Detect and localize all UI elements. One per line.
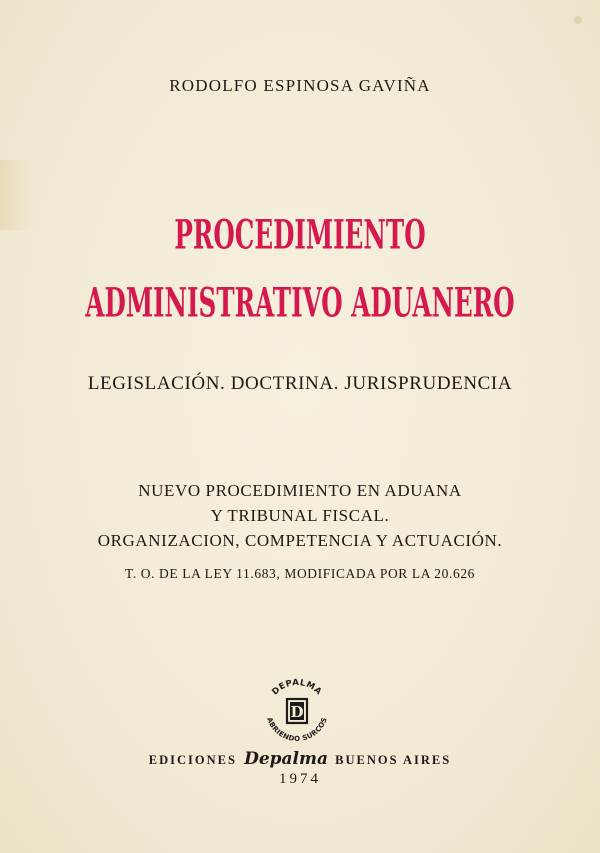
publisher-line bbox=[0, 749, 600, 769]
description-line-2: Y TRIBUNAL FISCAL. bbox=[210, 506, 390, 525]
law-reference: T. O. DE LA LEY 11.683, MODIFICADA POR LA 20.626 bbox=[124, 566, 476, 581]
publication-year: 1974 bbox=[279, 771, 321, 787]
publisher-city: BUENOS AIRES bbox=[335, 753, 452, 767]
seal-top-text: DEPALMA bbox=[270, 677, 324, 698]
svg-text:DEPALMA bbox=[270, 678, 323, 697]
publisher-brand: Depalma bbox=[244, 749, 329, 769]
paper-stain bbox=[0, 160, 34, 230]
book-title-line-1: PROCEDIMIENTO bbox=[174, 211, 426, 260]
seal-bottom-text: ABRIENDO SURCOS bbox=[265, 716, 329, 744]
seal-letter: D bbox=[290, 703, 304, 721]
description-line-1: NUEVO PROCEDIMIENTO EN ADUANA bbox=[138, 481, 462, 500]
paper-spot bbox=[574, 16, 582, 24]
publisher-prefix: EDICIONES bbox=[148, 753, 237, 767]
book-subtitle: LEGISLACIÓN. DOCTRINA. JURISPRUDENCIA bbox=[87, 373, 513, 394]
author-name: RODOLFO ESPINOSA GAVIÑA bbox=[169, 76, 431, 95]
depalma-seal-icon bbox=[256, 672, 338, 754]
book-title-line-2: ADMINISTRATIVO ADUANERO bbox=[85, 279, 515, 328]
description-line-3: ORGANIZACION, COMPETENCIA Y ACTUACIÓN. bbox=[97, 531, 503, 550]
